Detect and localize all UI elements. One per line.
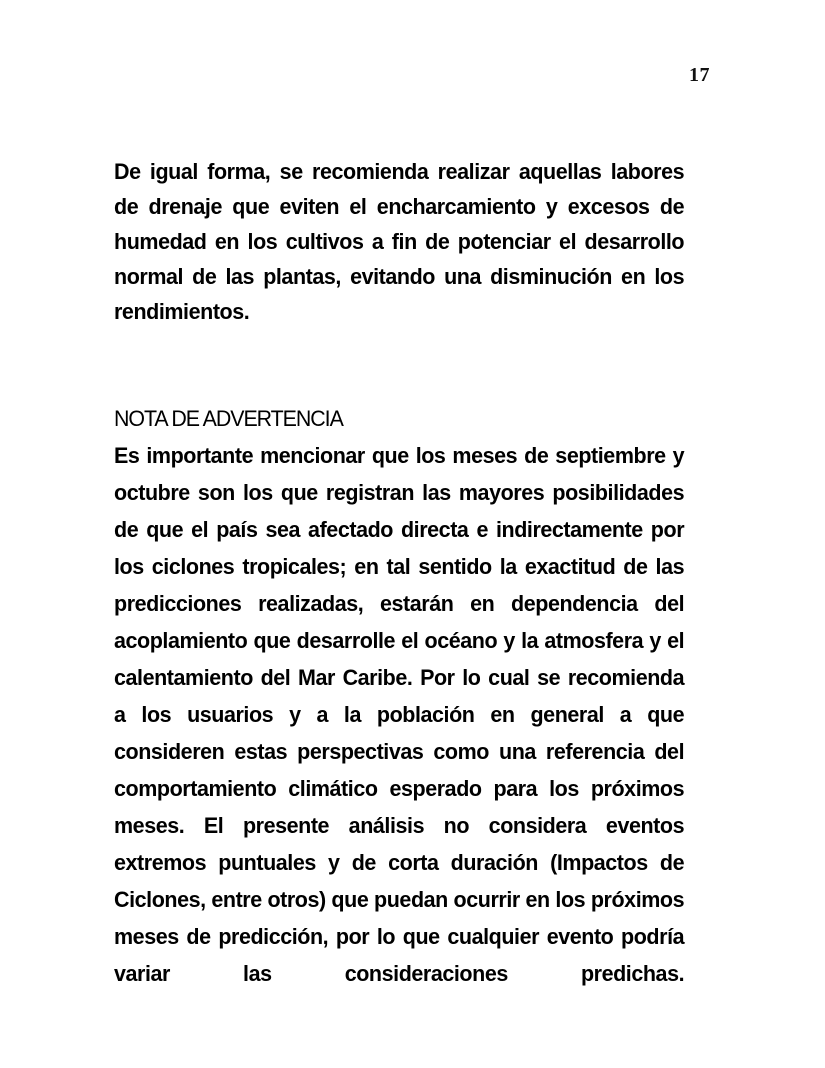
paragraph-drainage-recommendation: De igual forma, se recomienda realizar aquellas labores de drenaje que eviten el encharcamiento y excesos de humedad en los cultivos a fin de potenciar el desarrollo normal de las plantas, evitando una disminución en los rendimientos. — [114, 159, 685, 324]
section-heading-nota-de-advertencia: NOTA DE ADVERTENCIA — [114, 406, 343, 431]
paragraph-warning-note: Es importante mencionar que los meses de septiembre y octubre son los que registran las mayores posibilidades de que el país sea afectado directa e indirectamente por los ciclones tropicales; en tal sentido la exactitud de las predicciones realizadas, estarán en dependencia del acoplamiento que desarrolle el océano y la atmosfera y el calentamiento del Mar Caribe. Por lo cual se recomienda a los usuarios y a la población en general a que consideren estas perspectivas como una referencia del comportamiento climático esperado para los próximos meses. El presente análisis no considera eventos extremos puntuales y de corta duración (Impactos de Ciclones, entre otros) que puedan ocurrir en los próximos meses de predicción, por lo que cualquier evento podría variar las consideraciones predichas. — [114, 443, 685, 986]
page-number: 17 — [689, 64, 710, 86]
page-content — [114, 154, 711, 1029]
paragraph-spacer — [114, 364, 711, 400]
